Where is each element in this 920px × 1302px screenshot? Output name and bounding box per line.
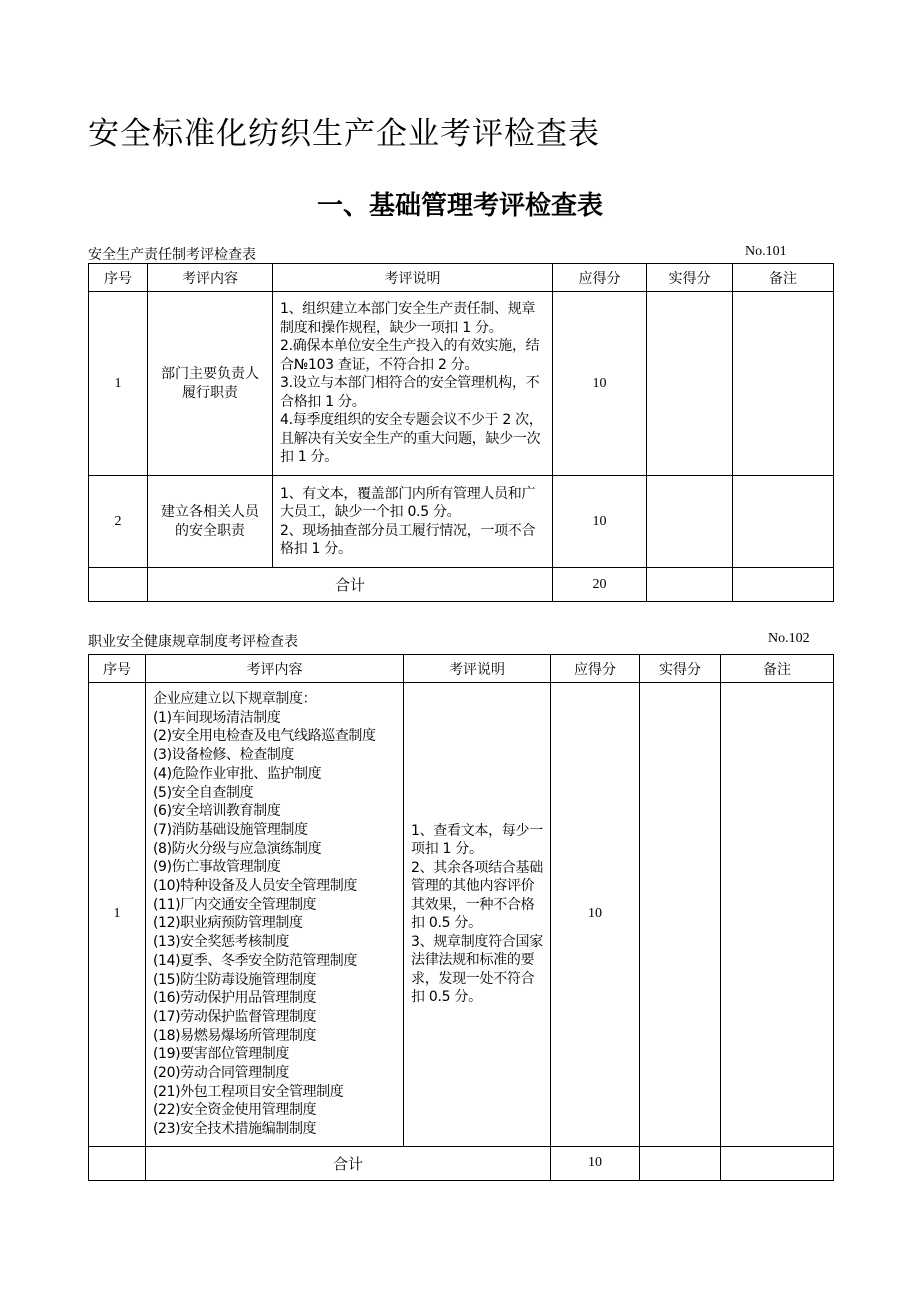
list-item: (4)危险作业审批、监护制度 [153, 765, 322, 782]
row-seq: 2 [89, 476, 148, 568]
list-item: (5)安全自查制度 [153, 784, 254, 801]
header-remark: 备注 [733, 264, 834, 292]
header-score: 应得分 [551, 655, 640, 683]
row-actual [647, 292, 733, 476]
list-item: (6)安全培训教育制度 [153, 803, 281, 820]
header-score: 应得分 [553, 264, 647, 292]
row-score: 10 [553, 292, 647, 476]
row-actual [647, 476, 733, 568]
header-seq: 序号 [89, 655, 146, 683]
total-empty [89, 1146, 146, 1180]
list-item: (10)特种设备及人员安全管理制度 [153, 878, 357, 895]
row-remark [721, 683, 834, 1147]
header-actual: 实得分 [640, 655, 721, 683]
total-remark [721, 1146, 834, 1180]
list-item: (11)厂内交通安全管理制度 [153, 896, 317, 913]
list-item: (12)职业病预防管理制度 [153, 915, 303, 932]
header-notes: 考评说明 [273, 264, 553, 292]
total-actual [640, 1146, 721, 1180]
total-label: 合计 [146, 1146, 551, 1180]
table1-header-row [89, 264, 834, 292]
header-actual: 实得分 [647, 264, 733, 292]
row-notes [404, 683, 551, 1147]
table-row [89, 292, 834, 476]
table1 [88, 263, 834, 602]
list-item: (3)设备检修、检查制度 [153, 747, 295, 764]
row-remark [733, 476, 834, 568]
table2-caption: 职业安全健康规章制度考评检查表 [88, 634, 298, 650]
row-remark [733, 292, 834, 476]
list-item: (2)安全用电检查及电气线路巡查制度 [153, 728, 376, 745]
list-item: (18)易燃易爆场所管理制度 [153, 1027, 317, 1044]
row-content: 部门主要负责人履行职责 [148, 292, 273, 476]
row-seq: 1 [89, 683, 146, 1147]
row-score: 10 [551, 683, 640, 1147]
table2-number: No.102 [768, 631, 810, 646]
list-item: (15)防尘防毒设施管理制度 [153, 971, 317, 988]
header-remark: 备注 [721, 655, 834, 683]
section-title-text: 一、基础管理考评检查表 [316, 191, 603, 221]
table-row [89, 683, 834, 1147]
note-line: 1、有文本，覆盖部门内所有管理人员和广大员工，缺少一个扣 0.5 分。 [280, 485, 536, 520]
row-content: 建立各相关人员的安全职责 [148, 476, 273, 568]
table1-caption: 安全生产责任制考评检查表 [88, 247, 256, 263]
row-seq: 1 [89, 292, 148, 476]
table2 [88, 654, 834, 1181]
list-item: (13)安全奖惩考核制度 [153, 934, 289, 951]
list-item: (21)外包工程项目安全管理制度 [153, 1083, 344, 1100]
list-item: (8)防火分级与应急演练制度 [153, 840, 322, 857]
note-line: 2.确保本单位安全生产投入的有效实施，结合№103 查证，不符合扣 2 分。 [280, 338, 540, 373]
list-item: (23)安全技术措施编制制度 [153, 1121, 317, 1138]
document-title: 安全标准化纺织生产企业考评检查表 [88, 116, 600, 152]
total-row [89, 1146, 834, 1180]
list-item: (20)劳动合同管理制度 [153, 1065, 289, 1082]
list-item: (22)安全资金使用管理制度 [153, 1102, 317, 1119]
table1-number: No.101 [745, 244, 787, 259]
note-line: 3.设立与本部门相符合的安全管理机构，不合格扣 1 分。 [280, 375, 540, 410]
row-content [146, 683, 404, 1147]
header-notes: 考评说明 [404, 655, 551, 683]
list-item: (1)车间现场清洁制度 [153, 709, 281, 726]
list-item: (9)伤亡事故管理制度 [153, 859, 281, 876]
list-item: (7)消防基础设施管理制度 [153, 821, 308, 838]
header-seq: 序号 [89, 264, 148, 292]
total-actual [647, 568, 733, 602]
list-item: (19)要害部位管理制度 [153, 1046, 289, 1063]
content-intro: 企业应建立以下规章制度： [153, 691, 317, 707]
note-line: 2、现场抽查部分员工履行情况，一项不合格扣 1 分。 [280, 522, 536, 557]
total-score: 20 [553, 568, 647, 602]
total-remark [733, 568, 834, 602]
row-notes [273, 476, 553, 568]
table-row [89, 476, 834, 568]
rules-list [153, 709, 399, 1139]
total-label: 合计 [148, 568, 553, 602]
list-item: (16)劳动保护用品管理制度 [153, 990, 317, 1007]
note-line: 1、查看文本，每少一项扣 1 分。 [411, 822, 543, 858]
row-score: 10 [553, 476, 647, 568]
header-content: 考评内容 [148, 264, 273, 292]
total-score: 10 [551, 1146, 640, 1180]
total-row [89, 568, 834, 602]
row-actual [640, 683, 721, 1147]
table2-header-row [89, 655, 834, 683]
note-line: 2、其余各项结合基础管理的其他内容评价其效果，一种不合格扣 0.5 分。 [411, 859, 543, 932]
total-empty [89, 568, 148, 602]
list-item: (14)夏季、冬季安全防范管理制度 [153, 952, 357, 969]
row-notes [273, 292, 553, 476]
note-line: 1、组织建立本部门安全生产责任制、规章制度和操作规程，缺少一项扣 1 分。 [280, 301, 536, 336]
header-content: 考评内容 [146, 655, 404, 683]
note-line: 3、规章制度符合国家法律法规和标准的要求，发现一处不符合扣 0.5 分。 [411, 933, 543, 1006]
note-line: 4.每季度组织的安全专题会议不少于 2 次，且解决有关安全生产的重大问题，缺少一次扣 1 分。 [280, 412, 543, 466]
section-title [0, 185, 920, 222]
list-item: (17)劳动保护监督管理制度 [153, 1008, 317, 1025]
